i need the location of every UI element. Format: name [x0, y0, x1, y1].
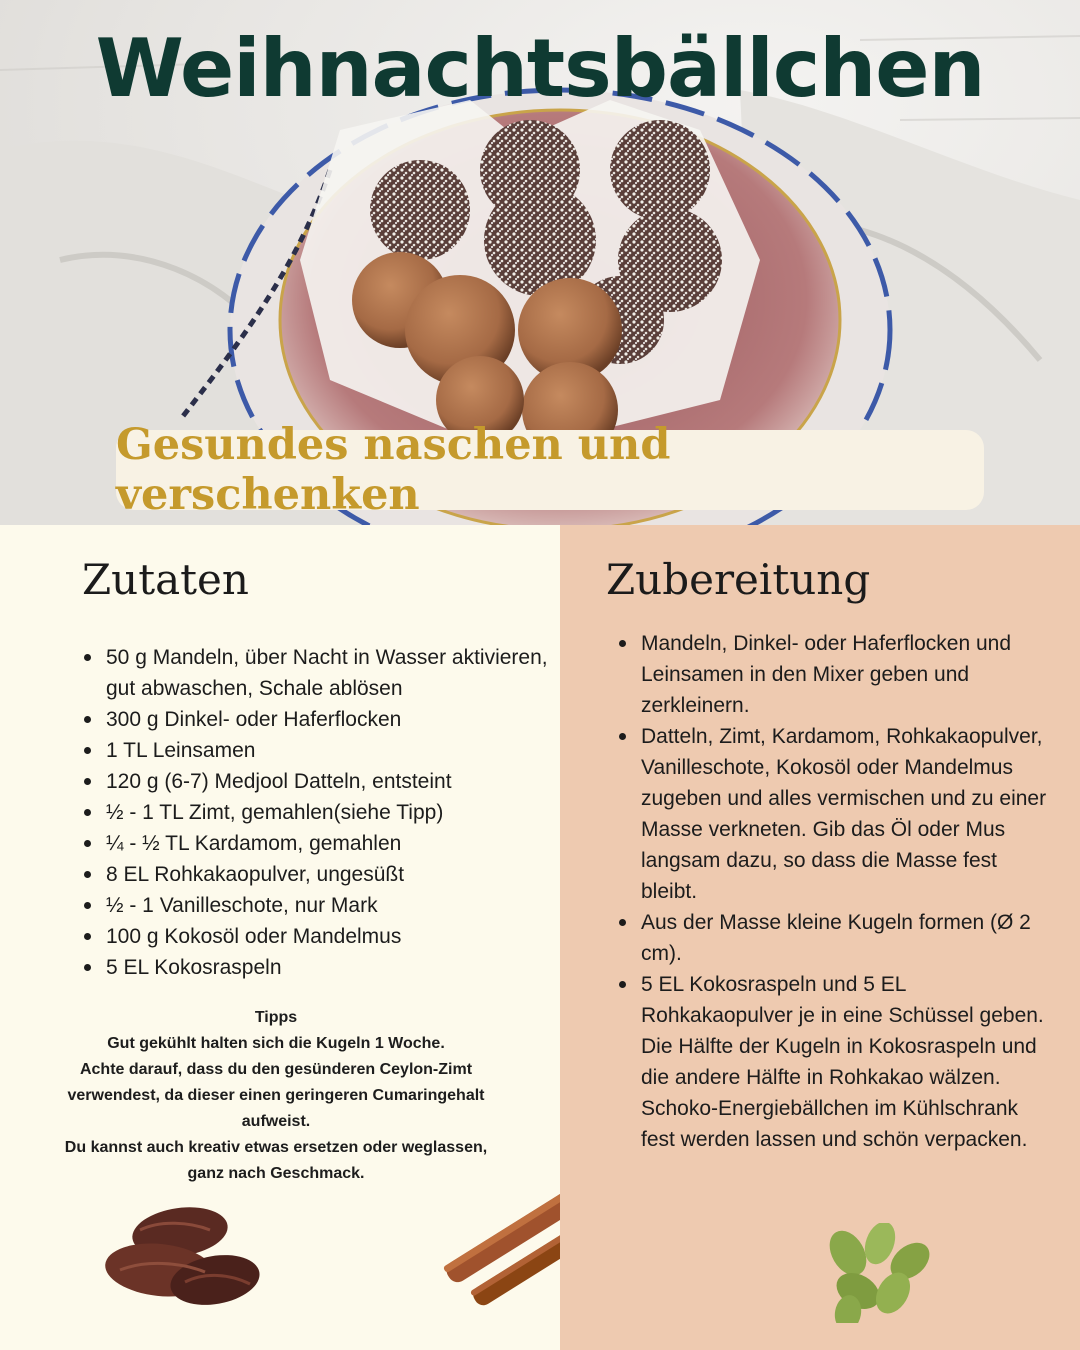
tips-heading: Tipps [254, 1009, 298, 1026]
list-item: ¼ - ½ TL Kardamom, gemahlen [80, 828, 550, 859]
hero-banner [0, 0, 1080, 525]
list-item: 5 EL Kokosraspeln [80, 952, 550, 983]
ingredients-list [80, 642, 550, 983]
list-item: ½ - 1 Vanilleschote, nur Mark [80, 890, 550, 921]
list-item: 120 g (6-7) Medjool Datteln, entsteint [80, 766, 550, 797]
list-item: 100 g Kokosöl oder Mandelmus [80, 921, 550, 952]
list-item: Datteln, Zimt, Kardamom, Rohkakaopulver, Vanilleschote, Kokosöl oder Mandelmus zugeben und alles vermischen und zu einer Masse verkneten. Gib das Öl oder Mus langsam dazu, so dass die Masse fest bleibt. [615, 721, 1055, 907]
list-item: 5 EL Kokosraspeln und 5 EL Rohkakaopulver je in eine Schüssel geben. Die Hälfte der Kugeln in Kokosraspeln und die andere Hälfte in Rohkakao wälzen. Schoko-Energiebällchen im Kühlschrank fest werden lassen und schön verpacken. [615, 969, 1055, 1155]
tips-box [50, 1005, 502, 1187]
list-item: 50 g Mandeln, über Nacht in Wasser aktivieren, gut abwaschen, Schale ablösen [80, 642, 550, 704]
cardamom-pods-illustration [818, 1223, 938, 1323]
tip-line: Achte darauf, dass du den gesünderen Ceylon-Zimt verwendest, da dieser einen geringeren Cumaringehalt aufweist. [67, 1061, 485, 1130]
preparation-heading: Zubereitung [606, 555, 871, 604]
list-item: 8 EL Rohkakaopulver, ungesüßt [80, 859, 550, 890]
tip-line: Gut gekühlt halten sich die Kugeln 1 Woche. [107, 1035, 445, 1052]
preparation-panel [560, 525, 1080, 1350]
list-item: 300 g Dinkel- oder Haferflocken [80, 704, 550, 735]
list-item: Aus der Masse kleine Kugeln formen (Ø 2 cm). [615, 907, 1055, 969]
list-item: ½ - 1 TL Zimt, gemahlen(siehe Tipp) [80, 797, 550, 828]
ingredients-heading: Zutaten [82, 555, 249, 604]
page-title: Weihnachtsbällchen [95, 22, 985, 115]
dates-illustration [100, 1200, 270, 1320]
list-item: Mandeln, Dinkel- oder Haferflocken und Leinsamen in den Mixer geben und zerkleinern. [615, 628, 1055, 721]
tip-line: Du kannst auch kreativ etwas ersetzen oder weglassen, ganz nach Geschmack. [64, 1139, 488, 1182]
list-item: 1 TL Leinsamen [80, 735, 550, 766]
preparation-list [615, 628, 1055, 1155]
subtitle: Gesundes naschen und verschenken [116, 420, 671, 520]
subtitle-banner [116, 420, 984, 520]
